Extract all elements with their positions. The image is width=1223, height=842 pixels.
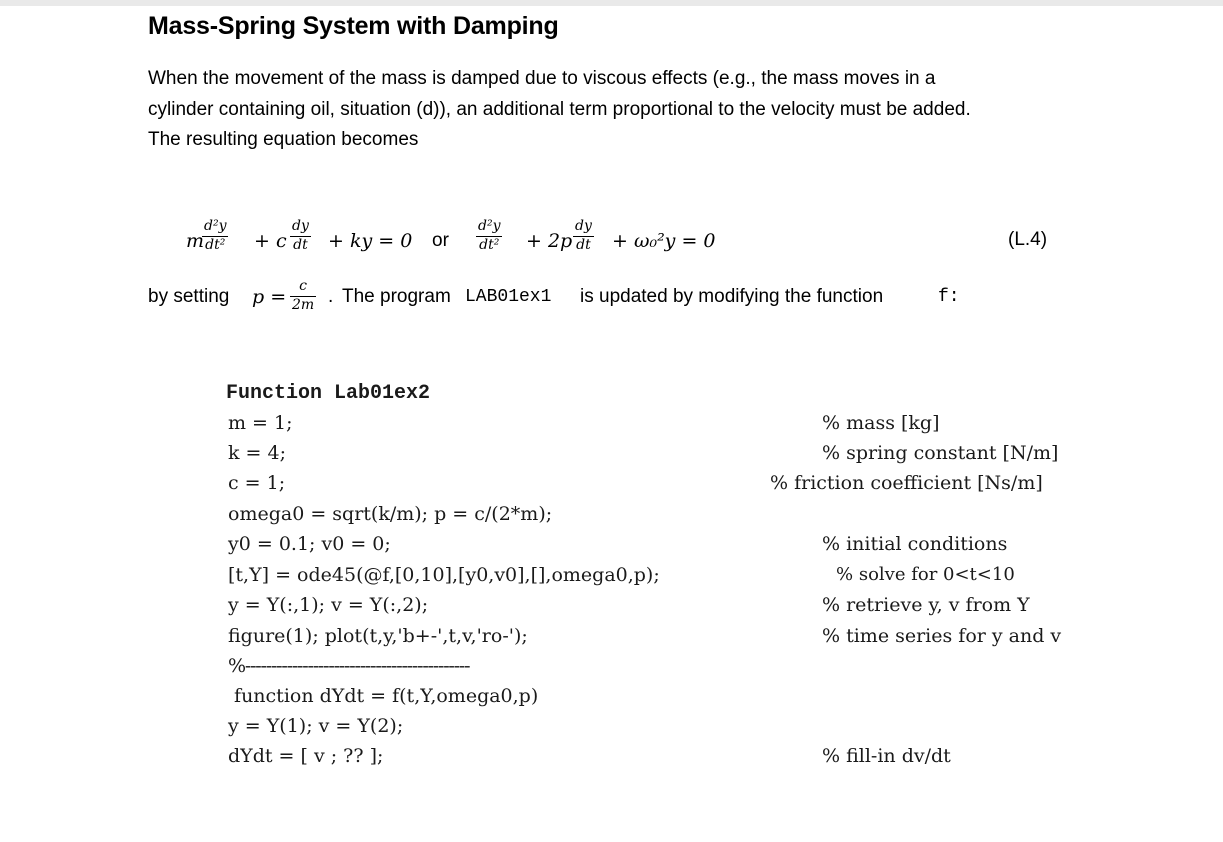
code-line: k = 4; [228,442,287,464]
frac-den: dt² [202,236,228,254]
code-line: y = Y(1); v = Y(2); [228,715,404,737]
eq-plus-c: + c [254,230,287,252]
code-comment: % mass [kg] [822,412,940,434]
frac-num: dy [292,218,309,234]
top-border [0,0,1223,6]
eq-frac-d2y-dt2 [202,218,228,254]
code-line: m = 1; [228,412,293,434]
frac-den: dt [290,236,311,254]
code-line: function dYdt = f(t,Y,omega0,p) [228,685,539,707]
setting-p-eq: p = [252,286,287,308]
frac-num: dy [575,218,592,234]
code-comment: % initial conditions [822,533,1008,555]
setting-text-before: The program [342,286,451,307]
eq-or: or [432,230,449,251]
setting-text-after: is updated by modifying the function [580,286,884,307]
frac-den: 2m [292,297,315,313]
function-name: f: [938,287,960,307]
code-comment: % spring constant [N/m] [822,442,1059,464]
code-line: y0 = 0.1; v0 = 0; [228,533,391,555]
frac-num: c [299,278,308,294]
paragraph-line: The resulting equation becomes [148,129,419,150]
code-comment: % friction coefficient [Ns/m] [770,472,1043,494]
eq-rest2: + ω₀²y = 0 [612,230,716,252]
code-comment: % retrieve y, v from Y [822,594,1030,616]
eq-plus-2p: + 2p [526,230,573,252]
section-title: Mass-Spring System with Damping [148,12,559,40]
code-line: omega0 = sqrt(k/m); p = c/(2*m); [228,503,553,525]
eq-m: m [186,230,205,252]
setting-prefix: by setting [148,286,230,307]
setting-dot: . [328,286,334,307]
code-comment: % fill-in dv/dt [822,745,951,767]
setting-frac [290,278,316,314]
frac-den: dt [573,236,594,254]
code-line: c = 1; [228,472,286,494]
code-line: [t,Y] = ode45(@f,[0,10],[y0,v0],[],omega0,p); [228,564,660,586]
frac-num: d²y [204,218,227,234]
code-comment: % time series for y and v [822,625,1062,647]
eq-rest1: + ky = 0 [328,230,413,252]
program-name: LAB01ex1 [465,287,552,307]
intro-paragraph [148,64,1148,156]
eq-frac-dy-dt-b [573,218,594,254]
frac-den: dt² [476,236,502,254]
code-listing [226,380,1186,780]
code-line: figure(1); plot(t,y,'b+-',t,v,'ro-'); [228,625,528,647]
code-header: Function Lab01ex2 [226,382,431,405]
eq-frac-d2y-dt2-b [476,218,502,254]
paragraph-line: cylinder containing oil, situation (d)), an additional term proportional to the velocity must be added. [148,98,971,120]
code-line: dYdt = [ v ; ?? ]; [228,745,384,767]
frac-num: d²y [478,218,501,234]
paragraph-line: When the movement of the mass is damped due to viscous effects (e.g., the mass moves in a [148,68,936,89]
code-comment: % solve for 0<t<10 [836,564,1015,585]
setting-line [148,276,1048,324]
code-separator: %------------------------------------------- [228,655,470,677]
equation [186,218,1066,268]
eq-frac-dy-dt [290,218,311,254]
equation-number: (L.4) [1008,229,1048,250]
code-line: y = Y(:,1); v = Y(:,2); [228,594,429,616]
